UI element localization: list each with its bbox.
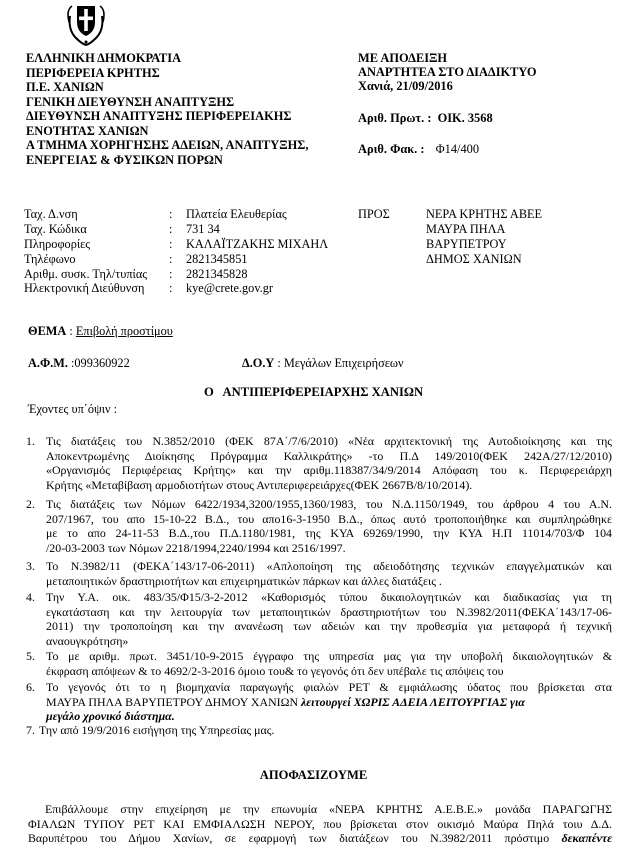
list-item	[26, 590, 612, 648]
post-note: ΑΝΑΡΤΗΤΕΑ ΣΤΟ ΔΙΑΔΙΚΤΥΟ	[358, 65, 537, 79]
issuer-line: ΠΕΡΙΦΕΡΕΙΑ ΚΡΗΤΗΣ	[26, 65, 160, 80]
document-date: Χανιά, 21/09/2016	[358, 79, 453, 93]
list-item-line: «Οργανισμός Περιφέρειας Κρήτης» και την αριθμ.118387/34/9/2014 Απόφαση του κ. Περιφερειάρχη	[46, 463, 612, 478]
list-item-line: μεταποιητικών δραστηριοτήτων και επιχειρηματικών πάρκων και άλλες διατάξεις .	[46, 573, 442, 588]
doy-value: : Μεγάλων Επιχειρήσεων	[274, 356, 404, 370]
list-item-line: Το γεγονός ότι το η βιομηχανία παραγωγής φιαλών PET & εμφιάλωσης ύδατος που βρίσκεται στα	[46, 680, 612, 694]
list-item-line: 2011) την τροποποίηση και την ανανέωση των αδειών και την προθεσμία για μεταφορά ή τεχνική	[46, 619, 612, 634]
protocol-label: Αριθ. Πρωτ. :	[358, 111, 432, 125]
file-number	[358, 142, 479, 157]
issuer-line: ΕΛΛΗΝΙΚΗ ΔΗΜΟΚΡΑΤΙΑ	[26, 51, 182, 65]
list-item-line: ΜΑΥΡΑ ΠΗΛΑ ΒΑΡΥΠΕΤΡΟΥ ΔΗΜΟΥ ΧΑΝΙΩΝ	[46, 694, 299, 709]
list-item	[26, 497, 612, 555]
list-item-line: Τις διατάξεις του Ν.3852/2010 (ΦΕΚ 87Α΄/7/6/2010) «Νέα αρχιτεκτονική της Αυτοδιοίκησης και της	[46, 434, 612, 448]
afm-line	[28, 356, 130, 370]
afm-label: Α.Φ.Μ.	[28, 356, 68, 370]
contact-value: 2821345828	[186, 266, 248, 281]
issuer-block	[26, 51, 308, 167]
recipient-block	[426, 207, 542, 267]
subject-label: ΘΕΜΑ	[28, 324, 67, 338]
list-item-emphasis: λειτουργεί ΧΩΡΙΣ ΑΔΕΙΑ ΛΕΙΤΟΥΡΓΙΑΣ για	[301, 694, 525, 709]
considering-heading: Έχοντες υπ΄όψιν :	[28, 402, 118, 416]
contact-row	[24, 207, 287, 222]
recipient-line: ΔΗΜΟΣ ΧΑΝΙΩΝ	[426, 251, 522, 266]
decision-line: Επιβάλλουμε στην επιχείρηση με την επωνυμία «ΝΕΡΑ ΚΡΗΤΗΣ Α.Ε.Β.Ε.» μονάδα ΠΑΡΑΓΩΓΗΣ	[45, 802, 612, 816]
list-item-number: 3.	[26, 559, 35, 573]
list-item-line: Την Υ.Α. οικ. 483/35/Φ15/3-2-2012 «Καθορισμός τύπου δικαιολογητικών και διαδικασίας για τη	[46, 590, 612, 604]
issuer-line: ΕΝΕΡΓΕΙΑΣ & ΦΥΣΙΚΩΝ ΠΟΡΩΝ	[26, 152, 223, 167]
list-item-line: 207/1967, του απο 15-10-22 Β.Δ., του απο16-3-1950 Β.Δ., όπως αυτό τροποποιήθηκε και συμπληρώθηκε	[46, 511, 612, 526]
contact-label: Ηλεκτρονική Διεύθυνση	[24, 281, 145, 296]
list-item-line: αναουγκρότηση»	[46, 633, 129, 648]
decision-line-mixed	[28, 831, 612, 846]
contact-colon: :	[169, 251, 173, 266]
contact-block	[24, 207, 329, 296]
contact-label: Πληροφορίες	[24, 236, 91, 251]
contact-row	[24, 221, 220, 237]
contact-colon: :	[169, 207, 173, 221]
list-item-line: Αποκεντρωμένης Διοίκησης Πρόγραμμα Καλλικράτης» -το Π.Δ 149/2010(ΦΕΚ 242Α/27/12/2010)	[46, 448, 612, 463]
subject-value: Επιβολή προστίμου	[75, 324, 173, 338]
decision-title: ΑΠΟΦΑΣΙΖΟΥΜΕ	[259, 768, 368, 782]
list-item-number: 2.	[26, 497, 35, 511]
list-item	[26, 723, 612, 738]
list-item-number: 5.	[26, 649, 35, 663]
list-item-line: To N.3982/11 (ΦΕΚΑ΄143/17-06-2011) «Απλοποίηση της αδειοδότησης τεχνικών επαγγελματικών και	[46, 559, 612, 573]
contact-colon: :	[169, 281, 173, 296]
contact-row	[24, 266, 248, 282]
file-label: Αριθ. Φακ. :	[358, 142, 425, 156]
contact-colon: :	[169, 266, 173, 281]
contact-row	[24, 236, 329, 252]
subject-separator: :	[66, 324, 76, 338]
issuer-line: ΓΕΝΙΚΗ ΔΙΕΥΘΥΝΣΗ ΑΝΑΠΤΥΞΗΣ	[26, 94, 235, 109]
contact-label: Αριθμ. συσκ. Τηλ/τυπίας	[24, 266, 148, 281]
doy-label: Δ.Ο.Υ	[242, 356, 275, 370]
list-item	[26, 649, 612, 678]
decision-paragraph	[28, 802, 612, 846]
file-value: Φ14/400	[435, 142, 480, 156]
subject-line	[28, 324, 173, 338]
contact-value: kye@crete.gov.gr	[186, 281, 274, 296]
contact-value: ΚΑΛΑΪΤΖΑΚΗΣ ΜΙΧΑΗΛ	[186, 236, 329, 251]
recipient-label: ΠΡΟΣ	[358, 207, 390, 221]
contact-colon: :	[169, 236, 173, 251]
list-item-number: 6.	[26, 680, 35, 694]
issuer-line: Α ΤΜΗΜΑ ΧΟΡΗΓΗΣΗΣ ΑΔΕΙΩΝ, ΑΝΑΠΤΥΞΗΣ,	[26, 138, 309, 152]
issuer-line: ΕΝΟΤΗΤΑΣ ΧΑΝΙΩΝ	[26, 123, 149, 138]
contact-row	[24, 281, 274, 296]
list-item-line: εγκατάσταση και την λειτουργία των μεταποιητικών δραστηριοτήτων του Ν.3982/2011(ΦΕΚΑ΄143/17-06-	[46, 604, 612, 619]
list-item	[26, 434, 612, 492]
list-item-line: Κρήτης «Μεταβίβαση αρμοδιοτήτων στους Αντιπεριφερειάρχες(ΦΕΚ 2667Β/8/10/2014).	[46, 477, 473, 492]
recipient-line: ΝΕΡΑ ΚΡΗΤΗΣ ΑΒΕΕ	[426, 207, 543, 221]
issuer-line: Π.Ε. ΧΑΝΙΩΝ	[26, 80, 104, 94]
list-item	[26, 680, 612, 724]
recipient-line: ΒΑΡΥΠΕΤΡΟΥ	[426, 236, 507, 251]
list-item-line: Τις διατάξεις των Νόμων 6422/1934,3200/1955,1360/1983, του Ν.Δ.1150/1949, του άρθρου 4 του Α.Ν.	[46, 497, 612, 511]
decision-line: Βαρυπέτρου του Δήμου Χανίων, σε εφαρμογή των διατάξεων του Ν.3982/2011 πρόστιμο	[28, 831, 550, 846]
list-item-number: 1.	[26, 434, 35, 448]
list-item-number: 7.	[26, 723, 35, 737]
receipt-note: ΜΕ ΑΠΟΔΕΙΞΗ	[358, 51, 448, 65]
list-item-line: έκφραση απόψεων & το 4692/2-3-2016 όμοιο του& το γεγονός ότι δεν υπέβαλε τις απόψεις του	[46, 663, 504, 678]
contact-value: 731 34	[186, 221, 220, 236]
greek-coat-of-arms-icon	[66, 2, 106, 46]
list-item-line: /20-03-2003 των Νόμων 2218/1994,2240/1994 και 2516/1997.	[46, 540, 346, 555]
protocol-number	[358, 111, 493, 126]
list-item-number: 4.	[26, 590, 35, 604]
coat-of-arms-emblem	[66, 2, 106, 46]
afm-value: :099360922	[67, 356, 130, 370]
recipient-line: ΜΑΥΡΑ ΠΗΛΑ	[426, 221, 506, 236]
list-item-line: μεγάλο χρονικό διάστημα.	[46, 709, 175, 724]
issuer-line: ΔΙΕΥΘΥΝΣΗ ΑΝΑΠΤΥΞΗΣ ΠΕΡΙΦΕΡΕΙΑΚΗΣ	[26, 109, 292, 123]
list-item	[26, 559, 612, 588]
contact-row	[24, 251, 248, 267]
list-item-line: Το με αριθμ. πρωτ. 3451/10-9-2015 έγγραφο της υπηρεσία μας για την υποβολή δικαιολογητικών &	[46, 649, 612, 663]
decision-line: ΦΙΑΛΩΝ ΤΥΠΟΥ PET ΚΑΙ ΕΜΦΙΑΛΩΣΗ ΝΕΡΟΥ, που βρίσκεται στον οικισμό Μαύρα Πηλά τοιυ Δ.Δ.	[28, 816, 612, 831]
decision-emphasis: δεκαπέντε	[561, 831, 612, 846]
list-item-line-mixed	[46, 695, 612, 710]
contact-value: Πλατεία Ελευθερίας	[186, 207, 287, 221]
list-item-line: με το απο 24-11-53 Β.Δ.,του Π.Δ.1180/1981, της ΚΥΑ 69269/1990, την ΚΥΑ Η.Π 11014/703/Φ 104	[46, 526, 612, 541]
contact-value: 2821345851	[186, 251, 248, 266]
contact-colon: :	[169, 221, 173, 236]
list-item-line: Την από 19/9/2016 εισήγηση της Υπηρεσίας μας.	[39, 723, 275, 737]
protocol-value: ΟΙΚ. 3568	[437, 111, 493, 125]
contact-label: Τηλέφωνο	[24, 251, 76, 266]
authority-title: Ο ΑΝΤΙΠΕΡΙΦΕΡΕΙΑΡΧΗΣ ΧΑΝΙΩΝ	[203, 385, 424, 399]
contact-label: Ταχ. Κώδικα	[24, 221, 87, 236]
doy-line	[242, 356, 404, 370]
contact-label: Ταχ. Δ.νση	[24, 207, 78, 221]
